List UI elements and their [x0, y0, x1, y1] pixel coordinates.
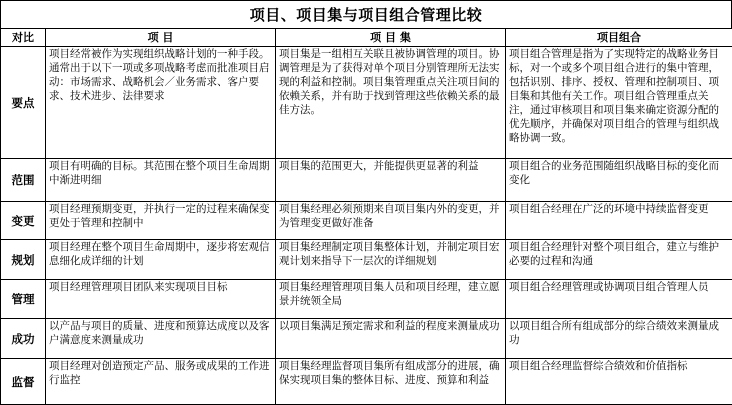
cell-program: 项目集的范围更大，并能提供更显著的利益 — [276, 159, 506, 202]
cell-program: 项目集经理必须预期来自项目集内外的变更，并为管理变更做好准备 — [276, 202, 506, 240]
header-compare: 对比 — [1, 29, 46, 47]
cell-portfolio: 项目组合经理监督综合绩效和价值指标 — [506, 359, 732, 405]
header-row — [1, 29, 732, 47]
row-label-scope: 范围 — [1, 159, 46, 202]
cell-project: 项目经理对创造预定产品、服务或成果的工作进行监控 — [46, 359, 276, 405]
table-row — [1, 240, 732, 280]
cell-project: 以产品与项目的质量、进度和预算达成度以及客户满意度来测量成功 — [46, 319, 276, 359]
cell-project: 项目经理在整个项目生命周期中，逐步将宏观信息细化成详细的计划 — [46, 240, 276, 280]
cell-portfolio: 以项目组合所有组成部分的综合绩效来测量成功 — [506, 319, 732, 359]
table-row — [1, 319, 732, 359]
cell-program: 项目集是一组相互关联且被协调管理的项目。协调管理是为了获得对单个项目分别管理所无法实现的利益和控制。项目集管理重点关注项目间的依赖关系，并有助于找到管理这些依赖关系的最佳方法。 — [276, 47, 506, 159]
cell-portfolio: 项目组合经理在广泛的环境中持续监督变更 — [506, 202, 732, 240]
table-row — [1, 202, 732, 240]
table-row — [1, 159, 732, 202]
row-label-monitoring: 监督 — [1, 359, 46, 405]
cell-program: 项目集经理制定项目集整体计划，并制定项目宏观计划来指导下一层次的详细规划 — [276, 240, 506, 280]
cell-portfolio: 项目组合管理是指为了实现特定的战略业务目标，对一个或多个项目组合进行的集中管理，包括识别、排序、授权、管理和控制项目、项目集和其他有关工作。项目组合管理重点关注，通过审核项目和项目集来确定资源分配的优先顺序，并确保对项目组合的管理与组织战略协调一致。 — [506, 47, 732, 159]
cell-project: 项目经理预期变更，并执行一定的过程来确保变更处于管理和控制中 — [46, 202, 276, 240]
row-label-management: 管理 — [1, 280, 46, 319]
cell-program: 以项目集满足预定需求和利益的程度来测量成功 — [276, 319, 506, 359]
cell-portfolio: 项目组合的业务范围随组织战略目标的变化而变化 — [506, 159, 732, 202]
cell-project: 项目有明确的目标。其范围在整个项目生命周期中渐进明细 — [46, 159, 276, 202]
table-row — [1, 359, 732, 405]
row-label-success: 成功 — [1, 319, 46, 359]
comparison-table — [0, 28, 732, 405]
table-row — [1, 280, 732, 319]
row-label-change: 变更 — [1, 202, 46, 240]
cell-program: 项目集经理管理项目集人员和项目经理，建立愿景并统领全局 — [276, 280, 506, 319]
row-label-planning: 规划 — [1, 240, 46, 280]
cell-portfolio: 项目组合经理管理或协调项目组合管理人员 — [506, 280, 732, 319]
cell-portfolio: 项目组合经理针对整个项目组合，建立与维护必要的过程和沟通 — [506, 240, 732, 280]
header-project: 项 目 — [46, 29, 276, 47]
cell-project: 项目经常被作为实现组织战略计划的一种手段。通常出于以下一项或多项战略考虑而批准项目启动：市场需求、战略机会／业务需求、客户要求、技术进步、法律要求 — [46, 47, 276, 159]
table-row — [1, 47, 732, 159]
cell-program: 项目集经理监督项目集所有组成部分的进展，确保实现项目集的整体目标、进度、预算和利益 — [276, 359, 506, 405]
document-title: 项目、项目集与项目组合管理比较 — [0, 0, 732, 28]
header-portfolio: 项目组合 — [506, 29, 732, 47]
row-label-key-points: 要点 — [1, 47, 46, 159]
header-program: 项 目 集 — [276, 29, 506, 47]
cell-project: 项目经理管理项目团队来实现项目目标 — [46, 280, 276, 319]
